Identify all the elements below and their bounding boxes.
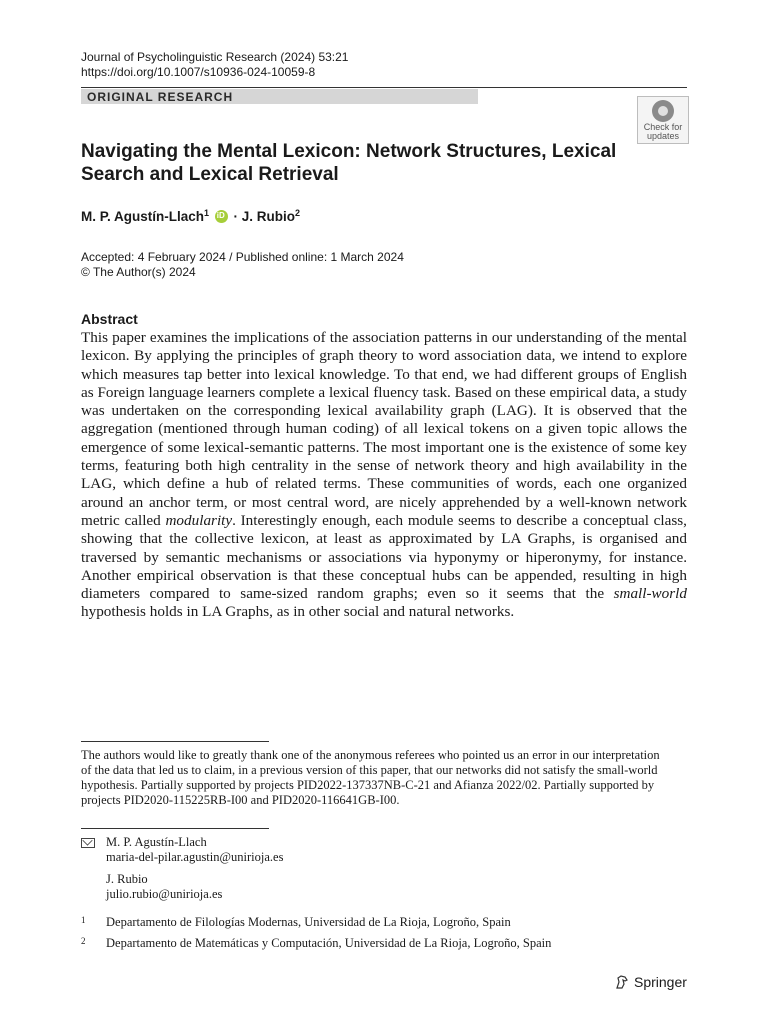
author-2: J. Rubio [241, 209, 296, 224]
contact-2 [81, 872, 283, 902]
abstract-italic-modularity: modularity [165, 511, 233, 529]
badge-line-2: updates [646, 131, 680, 141]
contact-rule [81, 828, 269, 829]
abstract-heading: Abstract [81, 311, 138, 327]
journal-citation: Journal of Psycholinguistic Research (2024) 53:21 [81, 50, 349, 64]
author-list [81, 208, 300, 224]
paper-title: Navigating the Mental Lexicon: Network Structures, Lexical Search and Lexical Retrieval [81, 141, 617, 185]
abstract-text-2: . Interestingly enough, each module seems to describe a conceptual class, showing that the collective lexicon, at least as approximated by LA Graphs, is organised and traversed by semantic mechanisms or associations via hyponymy or hiperonymy, for instance. Another empirical observation is that these conceptual hubs can be appended, resulting in high diameters compared to same-sized random graphs; even so it seems that the [81, 511, 687, 603]
section-label: ORIGINAL RESEARCH [87, 90, 234, 104]
author-2-affiliation: 2 [295, 208, 301, 218]
contact-2-name: J. Rubio [106, 872, 148, 886]
check-for-updates-icon [652, 100, 674, 122]
author-1: M. P. Agustín-Llach [81, 209, 205, 224]
abstract-text-1: This paper examines the implications of the association patterns in our understanding of the mental lexicon. By applying the principles of graph theory to word association data, we intend to explore which measures tap better into lexical knowledge. To that end, we had different groups of English as Foreign language learners complete a lexical fluency task. Based on these empirical data, a study was undertaken on the corresponding lexical availability graph (LAG). It is observed that the aggregation (mentioned through human coding) of all lexical tokens on a given topic allows the emergence of some lexical-semantic patterns. The most important one is the existence of some key terms, featuring both high centrality in the sense of network theory and high availability in the LAG, which define a hub of related terms. These communities of words, each one organized around an anchor term, or most central word, are nicely apprehended by a well-known network metric called [81, 329, 688, 529]
affiliation-1-text: Departamento de Filologías Modernas, Universidad de La Rioja, Logroño, Spain [106, 915, 511, 929]
abstract-italic-small-world: small-world [613, 585, 687, 603]
section-label-bar [81, 89, 478, 104]
affiliation-1 [81, 915, 511, 930]
journal-header [81, 50, 348, 80]
acknowledgement-footnote: The authors would like to greatly thank one of the anonymous referees who pointed us an error in our interpretation of the data that led us to claim, in a previous version of this paper, that our networks did not satisfy the small-world hypothesis. Partially supported by projects PID2022-137337NB-C-21 and Afianza 2022/02. Partially supported by projects PID2020-115225RB-I00 and PID2020-116641GB-I00. [81, 748, 660, 807]
publisher-name: Springer [634, 974, 687, 990]
header-rule [81, 87, 687, 88]
check-for-updates-badge[interactable] [637, 96, 689, 144]
affiliation-2-number: 2 [81, 936, 86, 946]
contact-1-email[interactable]: maria-del-pilar.agustin@unirioja.es [106, 850, 284, 864]
orcid-icon[interactable] [215, 210, 228, 223]
envelope-icon [81, 838, 95, 848]
contact-1-name: M. P. Agustín-Llach [106, 835, 207, 849]
contact-2-email[interactable]: julio.rubio@unirioja.es [106, 887, 223, 901]
affiliation-1-number: 1 [81, 915, 86, 925]
affiliation-2 [81, 936, 551, 951]
abstract-body [81, 329, 687, 622]
publication-dates [81, 250, 404, 280]
publisher-logo [614, 974, 687, 990]
springer-horse-icon [614, 974, 630, 990]
abstract-text-3: hypothesis holds in LA Graphs, as in other social and natural networks. [81, 603, 515, 621]
footnote-rule [81, 741, 269, 742]
copyright: © The Author(s) 2024 [81, 265, 196, 279]
affiliation-2-text: Departamento de Matemáticas y Computación, Universidad de La Rioja, Logroño, Spain [106, 936, 552, 950]
correspondence-block [81, 835, 283, 902]
doi-link[interactable]: https://doi.org/10.1007/s10936-024-10059-8 [81, 65, 316, 79]
author-1-affiliation: 1 [204, 208, 210, 218]
badge-line-1: Check for [643, 122, 683, 132]
contact-1 [81, 835, 283, 865]
accepted-published: Accepted: 4 February 2024 / Published online: 1 March 2024 [81, 250, 404, 264]
author-separator: · [229, 209, 242, 224]
